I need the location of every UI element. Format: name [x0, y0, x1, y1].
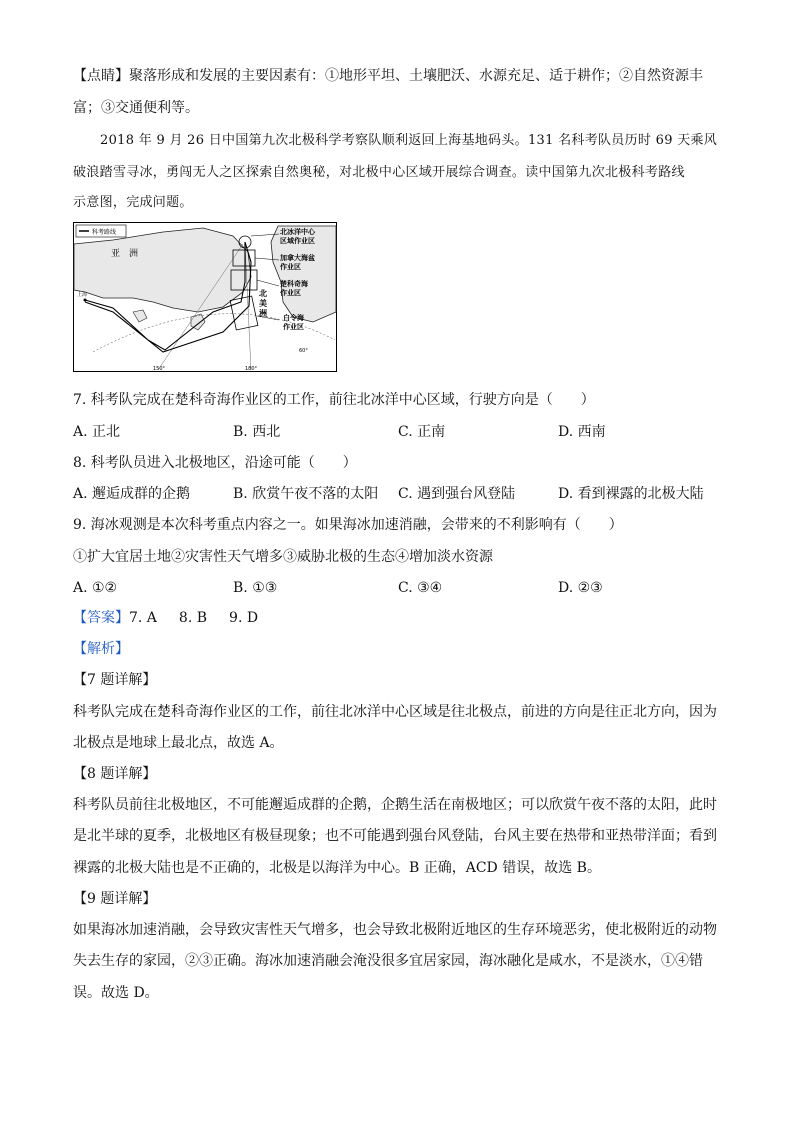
tip-line-1: 【点睛】聚落形成和发展的主要因素有：①地形平坦、土壤肥沃、水源充足、适于耕作；②自然资源丰 — [73, 68, 703, 84]
label-canada-basin: 作业区 — [280, 263, 301, 271]
q9-option-a: A. ①② — [73, 580, 118, 596]
detail-8-line-2: 是北半球的夏季，北极地区有极昼现象；也不可能遇到强台风登陆，台风主要在热带和亚热带洋面；看到 — [73, 828, 717, 844]
q7-option-a: A. 正北 — [73, 424, 121, 440]
label-arctic-center: 北冰洋中心 — [280, 228, 315, 236]
detail-7-line-2: 北极点是地球上最北点，故选 A。 — [73, 735, 284, 751]
question-8-stem: 8. 科考队员进入北极地区，沿途可能（ ） — [73, 455, 357, 471]
q7-option-c: C. 正南 — [398, 424, 446, 440]
detail-9-line-2: 失去生存的家园，②③正确。海冰加速消融会淹没很多宜居家园，海冰融化是咸水，不是淡水，①④错 — [73, 953, 703, 969]
label-arctic-center: 区域作业区 — [280, 237, 315, 245]
label-chukchi: 楚科奇海 — [280, 280, 308, 288]
label-bering: 白令海 — [283, 314, 304, 322]
q8-option-a: A. 邂逅成群的企鹅 — [73, 486, 191, 502]
label-chukchi: 作业区 — [280, 289, 301, 297]
answer-tag: 【答案】 — [73, 610, 129, 626]
q9-option-b: B. ①③ — [233, 580, 278, 596]
detail-9-line-3: 误。故选 D。 — [73, 985, 159, 1001]
answer-8: 8. B — [178, 610, 208, 626]
detail-8-line-1: 科考队员前往北极地区，不可能邂逅成群的企鹅，企鹅生活在南极地区；可以欣赏午夜不落的太阳，此时 — [73, 797, 717, 813]
label-bering: 作业区 — [283, 323, 304, 331]
answer-9: 9. D — [229, 610, 259, 626]
label-north-america: 洲 — [259, 309, 267, 318]
arctic-route-map — [73, 222, 337, 372]
question-9-statements: ①扩大宜居土地②灾害性天气增多③威胁北极的生态④增加淡水资源 — [73, 549, 493, 565]
q8-option-d: D. 看到裸露的北极大陆 — [558, 486, 704, 502]
label-north-america: 美 — [259, 299, 267, 308]
shanghai-dot — [84, 299, 87, 302]
passage-line-2: 破浪踏雪寻冰，勇闯无人之区探索自然奥秘，对北极中心区域开展综合调查。读中国第九次北极科考路线 — [73, 165, 685, 180]
legend-label: 科考路线 — [92, 229, 117, 236]
passage-line-1: 2018 年 9 月 26 日中国第九次北极科学考察队顺利返回上海基地码头。131 名科考队员历时 69 天乘风 — [100, 133, 718, 148]
detail-8-title: 【8 题详解】 — [73, 766, 157, 782]
detail-9-title: 【9 题详解】 — [73, 891, 157, 907]
q7-option-d: D. 西南 — [558, 424, 606, 440]
passage-line-3: 示意图，完成问题。 — [73, 195, 193, 210]
label-asia: 亚 洲 — [111, 249, 139, 259]
answer-line — [73, 608, 258, 628]
q9-option-c: C. ③④ — [398, 580, 443, 596]
q8-option-b: B. 欣赏午夜不落的太阳 — [233, 486, 379, 502]
label-lat-60: 60° — [299, 348, 308, 354]
q8-option-c: C. 遇到强台风登陆 — [398, 486, 516, 502]
detail-7-line-1: 科考队完成在楚科奇海作业区的工作，前往北冰洋中心区域是往北极点，前进的方向是往正北方向，因为 — [73, 704, 717, 720]
detail-8-line-3: 裸露的北极大陆也是不正确的，北极是以海洋为中心。B 正确，ACD 错误，故选 B。 — [73, 860, 601, 876]
tip-line-2: 富；③交通便利等。 — [73, 100, 199, 116]
detail-9-line-1: 如果海冰加速消融，会导致灾害性天气增多，也会导致北极附近地区的生存环境恶劣，使北极附近的动物 — [73, 922, 717, 938]
question-9-stem: 9. 海冰观测是本次科考重点内容之一。如果海冰加速消融，会带来的不利影响有（ ） — [73, 517, 623, 533]
label-canada-basin: 加拿大海盆 — [280, 254, 315, 262]
analysis-tag: 【解析】 — [73, 641, 129, 657]
label-lon-180: 180° — [245, 366, 258, 372]
detail-7-title: 【7 题详解】 — [73, 672, 157, 688]
answer-7: 7. A — [129, 610, 157, 626]
label-lon-150: 150° — [153, 366, 166, 372]
q9-option-d: D. ②③ — [558, 580, 603, 596]
label-north-america: 北 — [259, 289, 267, 298]
label-shanghai: 上海 — [77, 292, 88, 298]
q7-option-b: B. 西北 — [233, 424, 281, 440]
question-7-stem: 7. 科考队完成在楚科奇海作业区的工作，前往北冰洋中心区域，行驶方向是（ ） — [73, 392, 595, 408]
